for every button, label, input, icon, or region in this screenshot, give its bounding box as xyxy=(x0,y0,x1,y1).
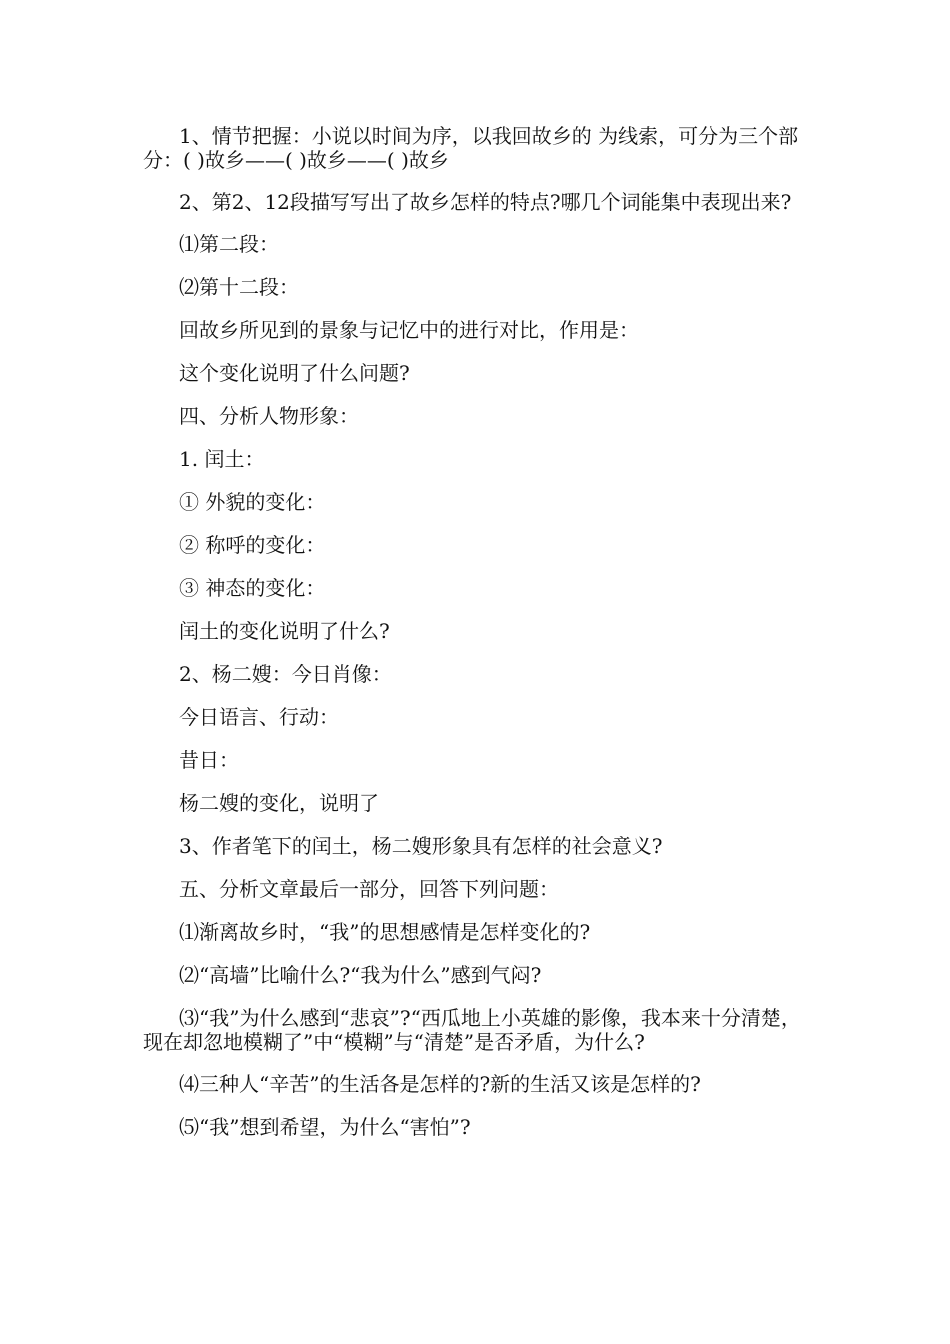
paragraph-yang-ersao-past: 昔日： xyxy=(179,748,239,772)
paragraph-yang-ersao: 2、杨二嫂：今日肖像： xyxy=(179,662,392,686)
paragraph-yang-ersao-speech: 今日语言、行动： xyxy=(179,705,339,729)
question-4: ⑷三种人“辛苦”的生活各是怎样的?新的生活又该是怎样的? xyxy=(179,1072,701,1096)
question-5: ⑸“我”想到希望，为什么“害怕”? xyxy=(179,1115,471,1139)
paragraph-section-12: ⑵第十二段： xyxy=(179,275,299,299)
paragraph-runtu-appearance: ① 外貌的变化： xyxy=(179,490,326,514)
paragraph-plot: 1、情节把握：小说以时间为序，以我回故乡的 为线索，可分为三个部分：( )故乡——( )故乡——( )故乡 xyxy=(143,124,799,172)
heading-last-part-analysis: 五、分析文章最后一部分，回答下列问题： xyxy=(179,877,559,901)
document-body xyxy=(143,124,811,1139)
paragraph-runtu: 1. 闰土： xyxy=(179,447,265,471)
paragraph-runtu-expression: ③ 神态的变化： xyxy=(179,576,326,600)
paragraph-change-meaning: 这个变化说明了什么问题? xyxy=(179,361,410,385)
paragraph-scenery-question: 2、第2、12段描写写出了故乡怎样的特点?哪几个词能集中表现出来? xyxy=(179,190,792,214)
paragraph-social-significance: 3、作者笔下的闰土，杨二嫂形象具有怎样的社会意义? xyxy=(179,834,663,858)
question-3: ⑶“我”为什么感到“悲哀”?“西瓜地上小英雄的影像，我本来十分清楚，现在却忽地模糊了”中“模糊”与“清楚”是否矛盾，为什么? xyxy=(143,1006,801,1054)
paragraph-contrast: 回故乡所见到的景象与记忆中的进行对比，作用是： xyxy=(179,318,639,342)
question-2: ⑵“高墙”比喻什么?“我为什么”感到气闷? xyxy=(179,963,542,987)
question-1: ⑴渐离故乡时，“我”的思想感情是怎样变化的? xyxy=(179,920,591,944)
paragraph-section-2: ⑴第二段： xyxy=(179,232,279,256)
heading-character-analysis: 四、分析人物形象： xyxy=(179,404,359,428)
paragraph-runtu-meaning: 闰土的变化说明了什么? xyxy=(179,619,390,643)
paragraph-yang-ersao-meaning: 杨二嫂的变化，说明了 xyxy=(179,791,379,815)
paragraph-runtu-address: ② 称呼的变化： xyxy=(179,533,326,557)
